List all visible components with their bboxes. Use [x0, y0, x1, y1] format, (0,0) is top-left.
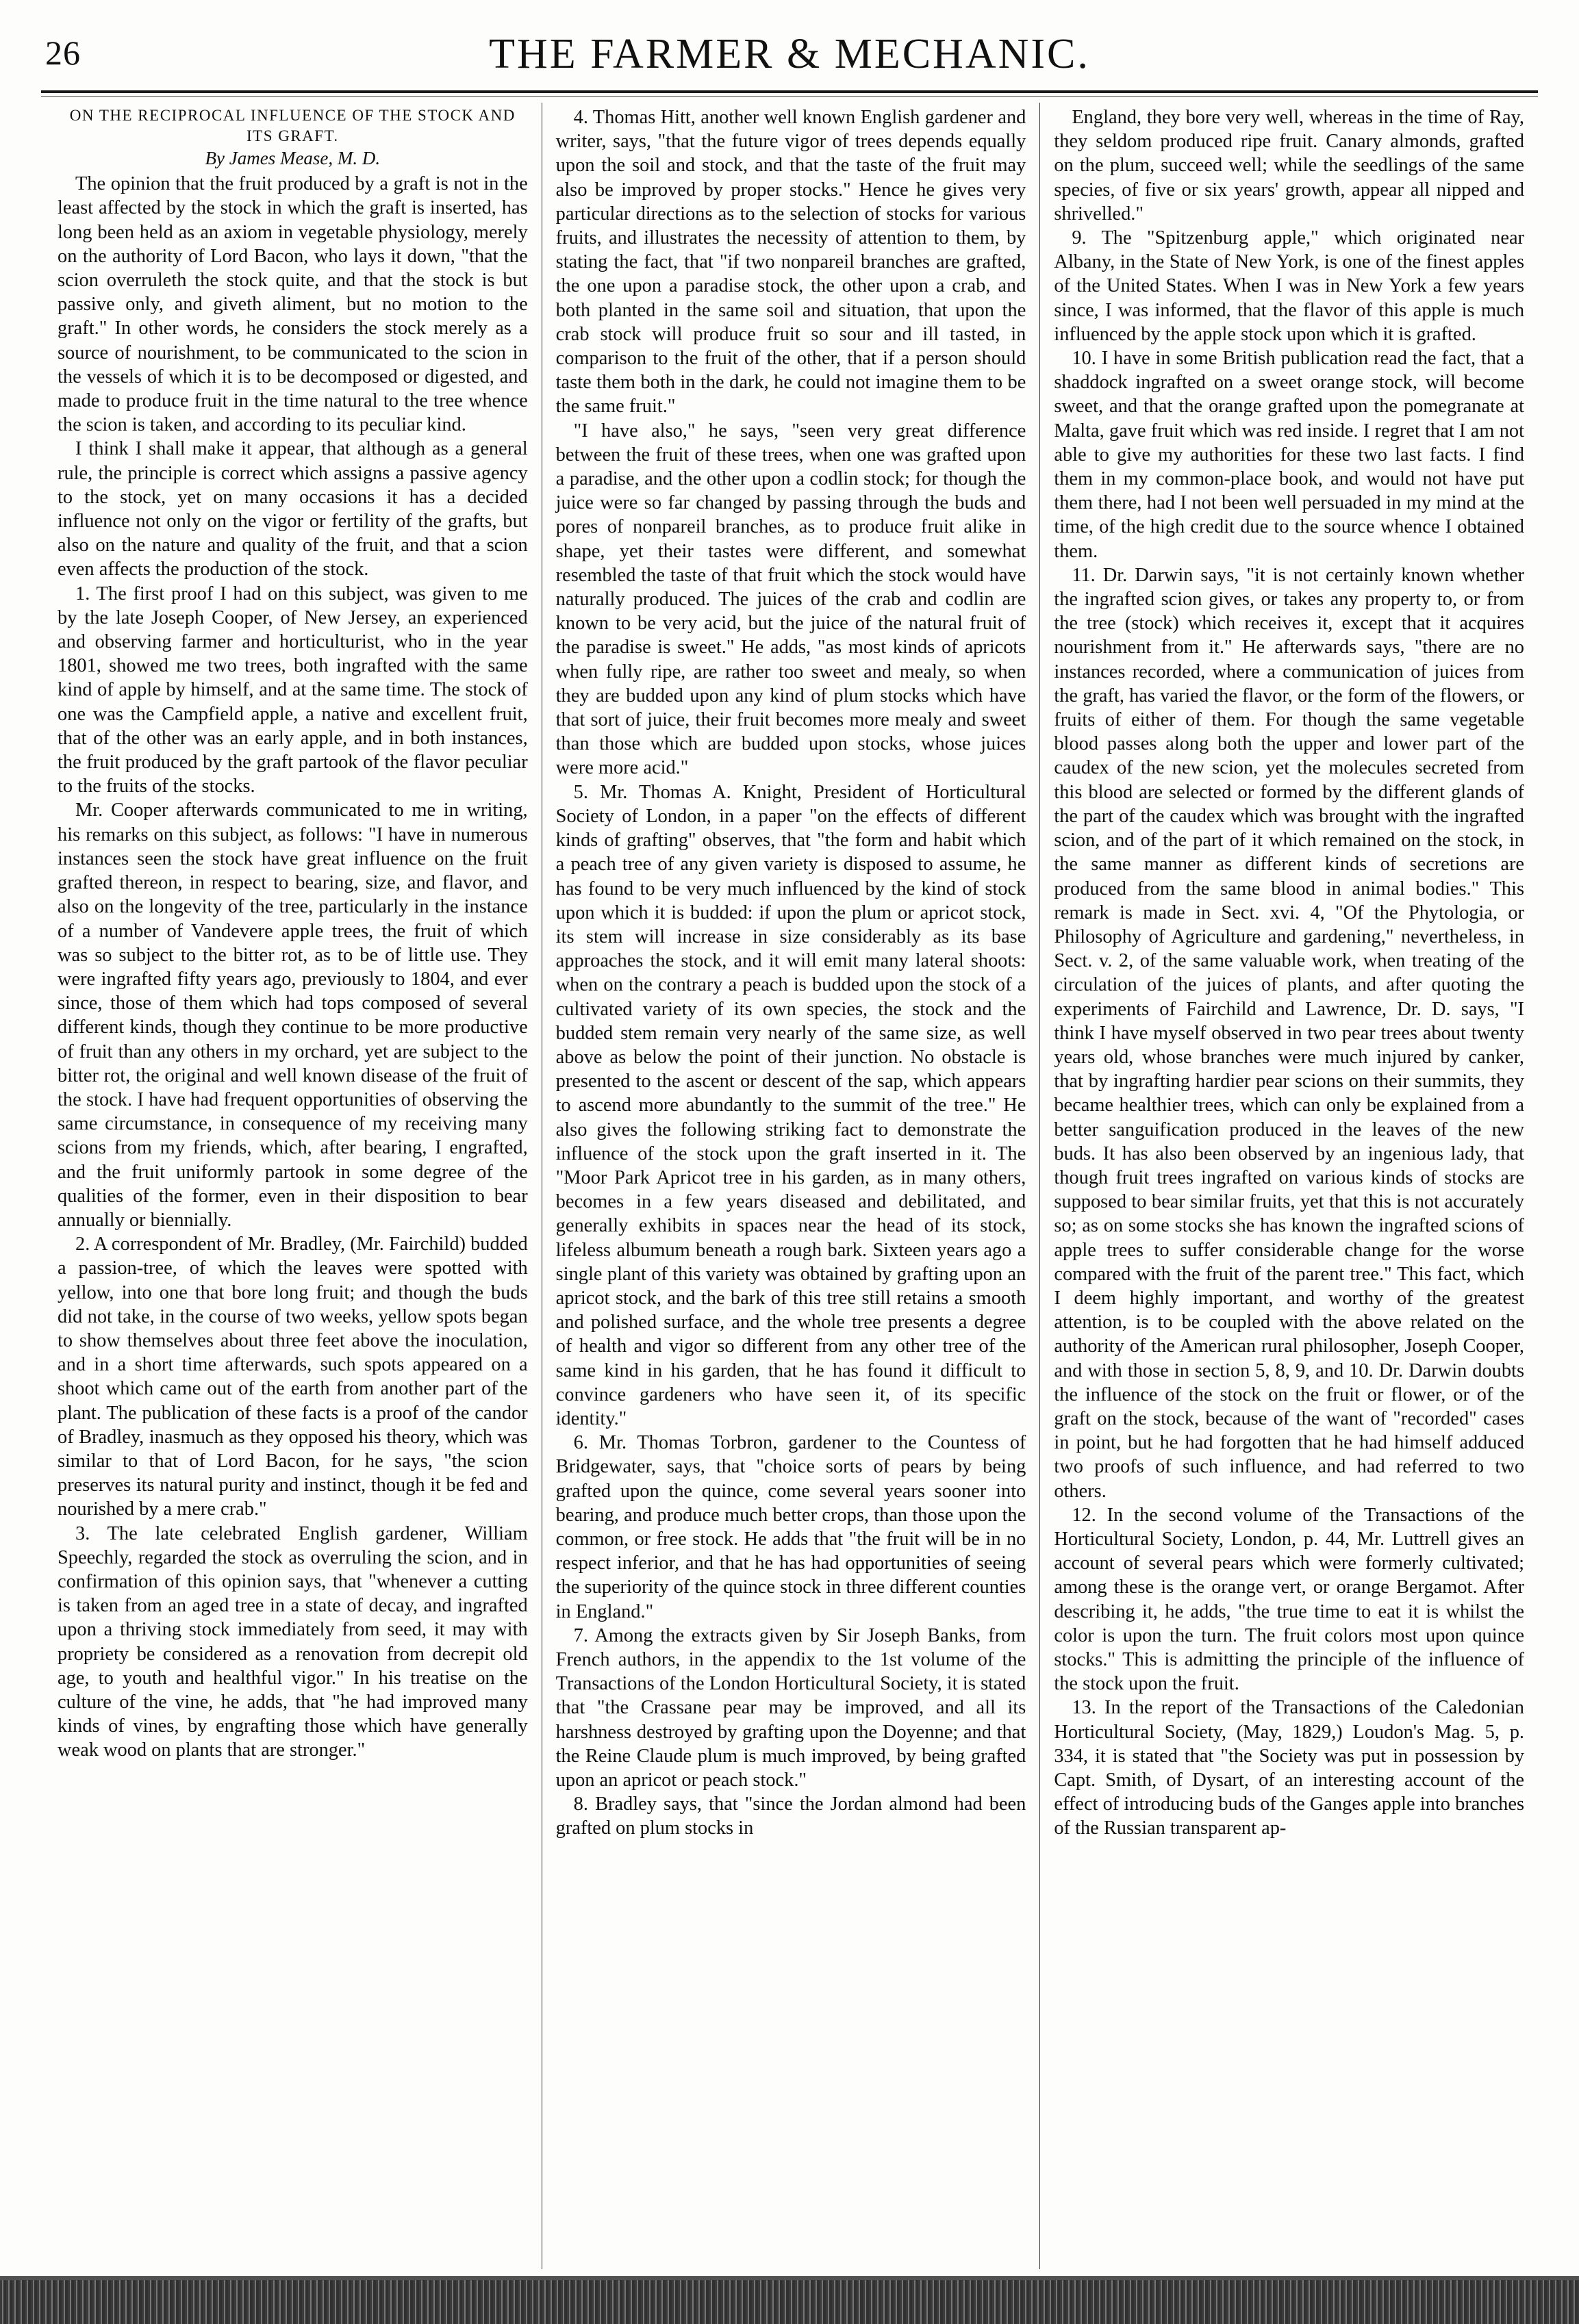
- paragraph: The opinion that the fruit produced by a graft is not in the least affected by the stock in which the graft is inserted, has long been held as an axiom in vegetable physiology, merely on the authority of Lord Bacon, who lays it down, "that the scion overruleth the stock quite, and that the stock is but passive only, and giveth aliment, but no motion to the graft." In other words, he considers the stock merely as a source of nourishment, to be communicated to the scion in the vessels of which it is to be decomposed or digested, and made to produce fruit in the time natural to the tree whence the scion is taken, and according to its peculiar kind.: [58, 173, 528, 436]
- paragraph: 13. In the report of the Transactions of the Caledonian Horticultural Society, (May, 1829,) Loudon's Mag. 5, p. 334, it is stated that "the Society was put in possession by Capt. Smith, of Dysart, of an interesting account of the effect of introducing buds of the Ganges apple into branches of the Russian transparent ap-: [1054, 1697, 1525, 1839]
- paragraph: 2. A correspondent of Mr. Bradley, (Mr. Fairchild) budded a passion-tree, of which the leaves were spotted with yellow, into one that bore long fruit; and though the buds did not take, in the course of two weeks, yellow spots began to show themselves about three feet above the inoculation, and in a short time afterwards, such spots appeared on a shoot which came out of the earth from another part of the plant. The publication of these facts is a proof of the candor of Bradley, inasmuch as they opposed his theory, which was similar to that of Lord Bacon, for he says, "the scion preserves its natural purity and instinct, though it be fed and nourished by a mere crab.": [58, 1234, 528, 1520]
- column-3: [1039, 103, 1538, 2269]
- header-rule-thin: [41, 96, 1538, 97]
- page-number: 26: [45, 34, 81, 72]
- paragraph: 1. The first proof I had on this subject, was given to me by the late Joseph Cooper, of New Jersey, an experienced and observing farmer and horticulturist, who in the year 1801, showed me two trees, both ingrafted with the same kind of apple by himself, and at the same time. The stock of one was the Campfield apple, a native and excellent fruit, that of the other was an early apple, and in both instances, the fruit produced by the graft partook of the flavor peculiar to the fruits of the stocks.: [58, 583, 528, 797]
- text-columns: [44, 103, 1538, 2269]
- paragraph: 3. The late celebrated English gardener, William Speechly, regarded the stock as overruling the scion, and in confirmation of this opinion says, that "whenever a cutting is taken from an aged tree in a state of decay, and ingrafted upon a thriving stock immediately from seed, it may with propriety be considered as a renovation from decrepit old age, to youth and healthful vigor." In his treatise on the culture of the vine, he adds, that "he had improved many kinds of vines, by engrafting those which have generally weak wood on plants that are stronger.": [58, 1522, 528, 1761]
- paragraph: 4. Thomas Hitt, another well known English gardener and writer, says, "that the future vigor of trees depends equally upon the soil and stock, and that the taste of the fruit may also be improved by proper stocks." Hence he gives very particular directions as to the selection of stocks for various fruits, and illustrates the necessity of attention to them, by stating the fact, that "if two nonpareil branches are grafted, the one upon a paradise stock, the other upon a crab, and both planted in the same soil and situation, that upon the crab stock will produce fruit so sour and ill tasted, in comparison to the fruit of the other, that if a person should taste them both in the dark, he could not imagine them to be the same fruit.": [555, 107, 1026, 418]
- article-title: ON THE RECIPROCAL INFLUENCE OF THE STOCK AND ITS GRAFT.: [69, 107, 516, 144]
- paragraph: Mr. Cooper afterwards communicated to me in writing, his remarks on this subject, as follows: "I have in numerous instances seen the stock have great influence on the fruit grafted thereon, in respect to bearing, size, and flavor, and also on the longevity of the tree, particularly in the instance of a number of Vandevere apple trees, the fruit of which was so subject to the bitter rot, as to be of little use. They were ingrafted fifty years ago, previously to 1804, and ever since, those of them which had tops composed of several different kinds, though they continue to be more productive of fruit than any others in my orchard, yet are subject to the bitter rot, the original and well known disease of the fruit of the stock. I have had frequent opportunities of observing the same circumstance, in consequence of my receiving many scions from my friends, which, after bearing, I engrafted, and the fruit uniformly partook in some degree of the qualities of the former, even in their disposition to bear annually or biennially.: [58, 800, 528, 1231]
- article-byline: By James Mease, M. D.: [205, 148, 381, 168]
- header-rule: [41, 90, 1538, 93]
- paragraph: 10. I have in some British publication read the fact, that a shaddock ingrafted on a sweet orange stock, will become sweet, and that the orange grafted upon the pomegranate at Malta, gave fruit which was red inside. I regret that I am not able to give my authorities for these two last facts. I find them in my common-place book, and would not have put them there, had I not been well persuaded in my mind at the time, of the high credit due to the source whence I obtained them.: [1054, 348, 1525, 562]
- paragraph: 9. The "Spitzenburg apple," which originated near Albany, in the State of New York, is one of the finest apples of the United States. When I was in New York a few years since, I was informed, that the flavor of this apple is much influenced by the apple stock upon which it is grafted.: [1054, 227, 1525, 345]
- paragraph: 7. Among the extracts given by Sir Joseph Banks, from French authors, in the appendix to the 1st volume of the Transactions of the London Horticultural Society, it is stated that "the Crassane pear may be improved, and all its harshness destroyed by grafting upon the Doyenne; and that the Reine Claude plum is much improved, by being grafted upon an apricot or peach stock.": [555, 1624, 1026, 1791]
- paragraph: I think I shall make it appear, that although as a general rule, the principle is correct which assigns a passive agency to the stock, yet on many occasions it has a decided influence not only on the vigor or fertility of the grafts, but also on the nature and quality of the fruit, and that a scion even affects the production of the stock.: [58, 438, 528, 580]
- column-2: [542, 103, 1040, 2269]
- paragraph: 8. Bradley says, that "since the Jordan almond had been grafted on plum stocks in: [555, 1793, 1026, 1839]
- paragraph: England, they bore very well, whereas in the time of Ray, they seldom produced ripe fruit. Canary almonds, grafted on the plum, succeed well; while the seedlings of the same species, of five or six years' growth, appear all nipped and shrivelled.": [1054, 107, 1525, 225]
- paragraph: "I have also," he says, "seen very great difference between the fruit of these trees, when one was grafted upon a paradise, and the other upon a codlin stock; for though the juice were so far changed by passing through the buds and pores of nonpareil branches, as to produce fruit alike in shape, yet their tastes were different, and somewhat resembled the taste of that fruit which the stock would have naturally produced. The juices of the crab and codlin are known to be very acid, but the juice of the natural fruit of the paradise is sweet." He adds, "as most kinds of apricots when fully ripe, are rather too sweet and mealy, so when they are budded upon any kind of plum stocks which have that sort of juice, their fruit becomes more mealy and sweet than those which are budded upon stocks, whose juices were more acid.": [555, 420, 1026, 779]
- page-header: [41, 21, 1538, 89]
- masthead-title: THE FARMER & MECHANIC.: [489, 31, 1090, 77]
- column-1: [44, 103, 542, 2269]
- scan-edge-border: [0, 2280, 1579, 2324]
- paragraph: 12. In the second volume of the Transactions of the Horticultural Society, London, p. 44, Mr. Luttrell gives an account of several pears which were formerly cultivated; among these is the orange vert, or orange Bergamot. After describing it, he adds, "the true time to eat it is whilst the color is upon the turn. The fruit colors most upon quince stocks." This is admitting the principle of the influence of the stock upon the fruit.: [1054, 1504, 1525, 1695]
- paragraph: 5. Mr. Thomas A. Knight, President of Horticultural Society of London, in a paper "on the effects of different kinds of grafting" observes, that "the form and habit which a peach tree of any given variety is disposed to assume, he has found to be very much influenced by the kind of stock upon which it is budded: if upon the plum or apricot stock, its stem will increase in size considerably as its base approaches the stock, and it will emit many lateral shoots: when on the contrary a peach is budded upon the stock of a cultivated variety of its own species, the stock and the budded stem remain very nearly of the same size, as well above as below the point of their junction. No obstacle is presented to the ascent or descent of the sap, which appears to ascend more abundantly to the summit of the tree." He also gives the following striking fact to demonstrate the influence of the stock upon the graft inserted in it. The "Moor Park Apricot tree in his garden, as in many others, becomes in a few years diseased and debilitated, and generally exhibits in spaces near the head of its stock, lifeless albumum beneath a rough bark. Sixteen years ago a single plant of this variety was obtained by grafting upon an apricot stock, and the bark of this tree still retains a smooth and polished surface, and the whole tree presents a degree of health and vigor so different from any other tree of the same kind in his garden, that he has found it difficult to convince gardeners who have seen it, of its specific identity.": [555, 781, 1026, 1429]
- paragraph: 6. Mr. Thomas Torbron, gardener to the Countess of Bridgewater, says, that "choice sorts of pears by being grafted upon the quince, come several years sooner into bearing, and produce much better crops, than those upon the common, or free stock. He adds that "the fruit will be in no respect inferior, and that he has had opportunities of seeing the superiority of the quince stock in three different counties in England.": [555, 1432, 1026, 1622]
- paragraph: 11. Dr. Darwin says, "it is not certainly known whether the ingrafted scion gives, or takes any property to, or from the tree (stock) which receives it, except that it acquires nourishment from it." He afterwards says, "there are no instances recorded, where a communication of juices from the graft, has varied the flavor, or the form of the flowers, or fruits of either of them. For though the same vegetable blood passes along both the upper and lower part of the caudex of the new scion, yet the molecules secreted from this blood are selected or formed by the different glands of the part of the caudex which was brought with the ingrafted scion, and of the part of it which remained on the stock, in the same manner as different kinds of secretions are produced from the same blood in animal bodies." This remark is made in Sect. xvi. 4, "Of the Phytologia, or Philosophy of Agriculture and gardening," nevertheless, in Sect. v. 2, of the same valuable work, when treating of the circulation of the juices of plants, and after quoting the experiments of Fairchild and Lawrence, Dr. D. says, "I think I have myself observed in two pear trees about twenty years old, whose branches were much injured by canker, that by ingrafting hardier pear scions on their summits, they became healthier trees, which can only be explained from a better sanguification produced in the leaves of the new buds. It has also been observed by an ingenious lady, that though fruit trees ingrafted on various kinds of stocks are supposed to bear similar fruits, yet that this is not accurately so; as on some stocks she has known the ingrafted scions of apple trees to suffer considerable change for the worse compared with the fruit of the parent tree." This fact, which I deem highly important, and worthy of the greatest attention, is to be coupled with the above related on the authority of the American rural philosopher, Joseph Cooper, and with those in section 5, 8, 9, and 10. Dr. Darwin doubts the influence of the stock on the fruit or flower, or of the graft on the stock, because of the want of "recorded" cases in point, but he had forgotten that he had himself adduced two proofs of such influence, and had referred to two others.: [1054, 564, 1525, 1502]
